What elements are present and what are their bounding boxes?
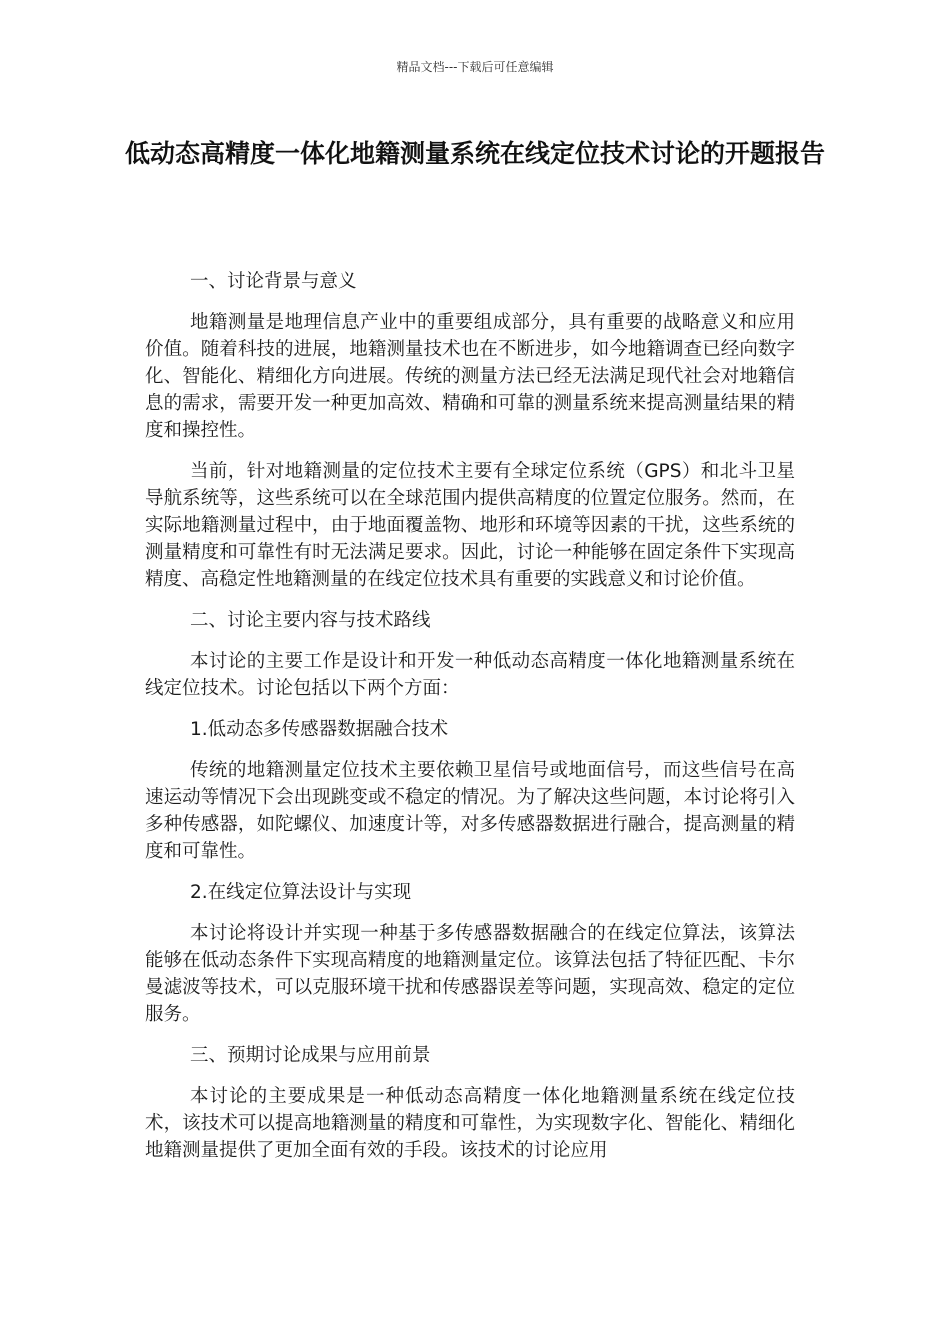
header-note: 精品文档---下载后可任意编辑 [396, 60, 554, 74]
subheading-algorithm: 2.在线定位算法设计与实现 [190, 882, 412, 903]
section-heading-3: 三、预期讨论成果与应用前景 [190, 1045, 431, 1066]
paragraph-background-2: 当前，针对地籍测量的定位技术主要有全球定位系统（GPS）和北斗卫星导航系统等，这些系统可以在全球范围内提供高精度的位置定位服务。然而，在实际地籍测量过程中，由于地面覆盖物、地形和环境等因素的干扰，这些系统的测量精度和可靠性有时无法满足要求。因此，讨论一种能够在固定条件下实现高精度、高稳定性地籍测量的在线定位技术具有重要的实践意义和讨论价值。 [145, 461, 795, 590]
subheading-fusion: 1.低动态多传感器数据融合技术 [190, 719, 449, 740]
document-body [145, 268, 795, 1178]
paragraph-content-intro: 本讨论的主要工作是设计和开发一种低动态高精度一体化地籍测量系统在线定位技术。讨论包括以下两个方面： [145, 651, 795, 699]
section-heading-1: 一、讨论背景与意义 [190, 271, 357, 292]
paragraph-background-1: 地籍测量是地理信息产业中的重要组成部分，具有重要的战略意义和应用价值。随着科技的进展，地籍测量技术也在不断进步，如今地籍调查已经向数字化、智能化、精细化方向进展。传统的测量方法已经无法满足现代社会对地籍信息的需求，需要开发一种更加高效、精确和可靠的测量系统来提高测量结果的精度和操控性。 [145, 312, 795, 441]
document-title: 低动态高精度一体化地籍测量系统在线定位技术讨论的开题报告 [124, 139, 825, 168]
paragraph-algorithm: 本讨论将设计并实现一种基于多传感器数据融合的在线定位算法，该算法能够在低动态条件下实现高精度的地籍测量定位。该算法包括了特征匹配、卡尔曼滤波等技术，可以克服环境干扰和传感器误差等问题，实现高效、稳定的定位服务。 [145, 923, 795, 1025]
paragraph-fusion: 传统的地籍测量定位技术主要依赖卫星信号或地面信号，而这些信号在高速运动等情况下会出现跳变或不稳定的情况。为了解决这些问题，本讨论将引入多种传感器，如陀螺仪、加速度计等，对多传感器数据进行融合，提高测量的精度和可靠性。 [145, 760, 795, 862]
section-heading-2: 二、讨论主要内容与技术路线 [190, 610, 431, 631]
paragraph-outcomes: 本讨论的主要成果是一种低动态高精度一体化地籍测量系统在线定位技术，该技术可以提高地籍测量的精度和可靠性，为实现数字化、智能化、精细化地籍测量提供了更加全面有效的手段。该技术的讨论应用 [145, 1086, 795, 1161]
